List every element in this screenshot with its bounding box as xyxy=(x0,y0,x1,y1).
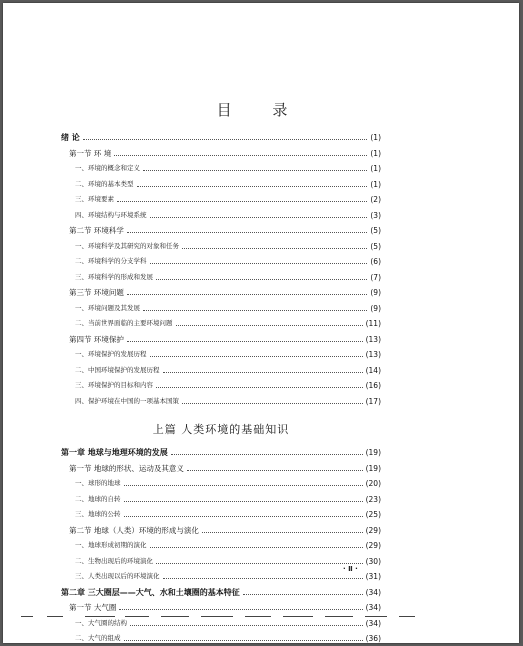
dot-leader xyxy=(124,485,363,486)
toc-entry-label: 一、环境科学及其研究的对象和任务 xyxy=(75,241,179,250)
scan-artifact-line xyxy=(325,616,353,617)
toc-entry-page: (34) xyxy=(365,603,381,612)
toc-entry xyxy=(61,616,381,632)
toc-entry-label: 二、环境的基本类型 xyxy=(75,179,134,188)
toc-entry-label: 二、环境科学的分支学科 xyxy=(75,257,147,265)
dot-leader xyxy=(182,248,367,249)
toc-entry xyxy=(61,161,381,177)
toc-entry-label: 三、地球的公转 xyxy=(75,510,121,518)
dot-leader xyxy=(137,186,368,187)
toc-entry xyxy=(61,316,381,332)
toc-entry-page: (34) xyxy=(365,587,381,597)
toc-entry-page: (13) xyxy=(365,350,381,359)
dot-leader xyxy=(176,325,363,326)
toc-title: 目 录 xyxy=(216,101,306,119)
toc-entry-label: 绪 论 xyxy=(61,133,80,142)
toc-entry-label: 一、环境保护的发展历程 xyxy=(75,350,147,358)
toc-entry-label: 四、保护环境在中国的一项基本国策 xyxy=(75,396,179,405)
toc-entry-label: 第二节 环境科学 xyxy=(69,226,124,235)
toc-entry xyxy=(61,192,381,208)
toc-section-intro xyxy=(61,130,381,409)
dot-leader xyxy=(117,201,367,202)
toc-entry xyxy=(61,523,381,539)
toc-entry-page: (20) xyxy=(365,479,381,488)
toc-entry xyxy=(61,554,381,570)
table-of-contents xyxy=(61,130,381,643)
scan-artifact-line xyxy=(283,616,313,617)
toc-entry xyxy=(61,223,381,239)
scan-artifact-line xyxy=(47,616,63,617)
dot-leader xyxy=(182,403,363,404)
dot-leader xyxy=(130,625,363,626)
toc-entry xyxy=(61,569,381,585)
toc-entry-page: (31) xyxy=(365,572,381,581)
toc-entry-page: (5) xyxy=(370,241,381,251)
dot-leader xyxy=(156,563,363,564)
toc-entry xyxy=(61,285,381,301)
toc-entry-page: (9) xyxy=(370,303,381,313)
toc-entry-page: (25) xyxy=(365,510,381,519)
dot-leader xyxy=(150,217,368,218)
toc-entry-page: (19) xyxy=(365,448,381,457)
scan-artifact-line xyxy=(201,616,233,617)
page-number: · Ⅱ · xyxy=(343,565,358,573)
toc-entry-label: 一、环境问题及其发展 xyxy=(75,303,140,312)
toc-entry-page: (5) xyxy=(370,226,381,235)
toc-entry xyxy=(61,332,381,348)
toc-entry xyxy=(61,208,381,224)
dot-leader xyxy=(143,310,367,311)
toc-entry xyxy=(61,476,381,492)
toc-entry-page: (19) xyxy=(365,463,381,473)
toc-entry xyxy=(61,301,381,317)
toc-entry-label: 第四节 环境保护 xyxy=(69,334,124,344)
dot-leader xyxy=(127,294,367,295)
toc-entry-page: (36) xyxy=(365,634,381,643)
dot-leader xyxy=(163,578,363,579)
scan-artifact-line xyxy=(125,616,149,617)
toc-entry-page: (29) xyxy=(365,541,381,550)
dot-leader xyxy=(156,387,363,388)
toc-entry-page: (16) xyxy=(365,381,381,390)
dot-leader xyxy=(150,263,368,264)
dot-leader xyxy=(127,232,367,233)
toc-entry xyxy=(61,461,381,477)
toc-entry-label: 一、大气圈的结构 xyxy=(75,618,127,627)
toc-entry-page: (11) xyxy=(365,319,381,328)
toc-entry xyxy=(61,445,381,461)
toc-entry-page: (29) xyxy=(365,525,381,535)
toc-entry-page: (6) xyxy=(370,257,381,266)
toc-entry xyxy=(61,130,381,146)
dot-leader xyxy=(243,594,363,595)
dot-leader xyxy=(124,640,363,641)
toc-entry-label: 第一节 环 境 xyxy=(69,148,112,158)
toc-entry-page: (23) xyxy=(365,494,381,504)
toc-entry-page: (17) xyxy=(365,396,381,406)
toc-entry xyxy=(61,600,381,616)
dot-leader xyxy=(150,356,363,357)
toc-entry-page: (3) xyxy=(370,210,381,220)
toc-entry-label: 第二节 地球（人类）环境的形成与演化 xyxy=(69,525,199,535)
toc-entry-label: 三、环境科学的形成和发展 xyxy=(75,272,153,281)
toc-entry xyxy=(61,631,381,643)
toc-entry-label: 第一节 地球的形状、运动及其意义 xyxy=(69,463,184,473)
toc-entry xyxy=(61,394,381,410)
toc-entry-label: 二、中国环境保护的发展历程 xyxy=(75,365,160,374)
toc-entry xyxy=(61,146,381,162)
toc-entry xyxy=(61,254,381,270)
toc-entry-page: (34) xyxy=(365,618,381,628)
toc-entry xyxy=(61,507,381,523)
document-page xyxy=(3,3,519,643)
toc-entry xyxy=(61,363,381,379)
toc-entry-label: 第一节 大气圈 xyxy=(69,603,117,612)
dot-leader xyxy=(156,279,367,280)
toc-entry xyxy=(61,585,381,601)
toc-entry-page: (1) xyxy=(370,133,381,142)
toc-entry-label: 二、地球的自转 xyxy=(75,494,121,503)
toc-entry xyxy=(61,347,381,363)
toc-entry xyxy=(61,239,381,255)
toc-entry-page: (14) xyxy=(365,365,381,375)
toc-entry-label: 三、人类出现以后的环境演化 xyxy=(75,572,160,580)
toc-entry-page: (2) xyxy=(370,195,381,204)
toc-entry-page: (13) xyxy=(365,334,381,344)
dot-leader xyxy=(124,516,363,517)
dot-leader xyxy=(202,532,363,533)
toc-entry-label: 三、环境保护的目标和内容 xyxy=(75,381,153,389)
toc-entry-page: (1) xyxy=(370,179,381,189)
scan-artifact-line xyxy=(85,616,115,617)
dot-leader xyxy=(150,547,363,548)
dot-leader xyxy=(187,470,363,471)
toc-section-part-one xyxy=(61,445,381,643)
toc-entry-label: 二、大气的组成 xyxy=(75,634,121,642)
dot-leader xyxy=(163,372,363,373)
toc-entry xyxy=(61,378,381,394)
dot-leader xyxy=(124,501,363,502)
toc-entry xyxy=(61,538,381,554)
dot-leader xyxy=(127,341,363,342)
toc-entry-label: 一、环境的概念和定义 xyxy=(75,164,140,172)
toc-entry-page: (30) xyxy=(365,556,381,566)
dot-leader xyxy=(171,454,363,455)
toc-entry xyxy=(61,492,381,508)
toc-entry-label: 第三节 环境问题 xyxy=(69,288,124,297)
scan-artifact-line xyxy=(161,616,189,617)
toc-entry-label: 四、环境结构与环境系统 xyxy=(75,210,147,219)
toc-entry-label: 一、地球形成初期的演化 xyxy=(75,541,147,549)
toc-entry-label: 第二章 三大圈层——大气、水和土壤圈的基本特征 xyxy=(61,587,240,597)
toc-entry-label: 一、球形的地球 xyxy=(75,479,121,487)
toc-entry xyxy=(61,177,381,193)
toc-entry-label: 第一章 地球与地理环境的发展 xyxy=(61,448,168,457)
toc-entry-page: (1) xyxy=(370,148,381,158)
toc-entry-page: (9) xyxy=(370,288,381,297)
dot-leader xyxy=(83,139,368,140)
dot-leader xyxy=(114,155,367,156)
scan-artifact-line xyxy=(399,616,415,617)
dot-leader xyxy=(119,609,362,610)
toc-entry-label: 二、生物出现后的环境演化 xyxy=(75,556,153,565)
scan-artifact-line xyxy=(365,616,387,617)
dot-leader xyxy=(143,170,367,171)
part-title: 上篇 人类环境的基础知识 xyxy=(152,423,290,436)
toc-entry-page: (7) xyxy=(370,272,381,282)
toc-entry xyxy=(61,270,381,286)
toc-entry-label: 三、环境要素 xyxy=(75,195,114,203)
scan-artifact-line xyxy=(245,616,271,617)
toc-entry-page: (1) xyxy=(370,164,381,173)
toc-entry-label: 二、当前世界面临的主要环境问题 xyxy=(75,319,173,327)
scan-artifact-line xyxy=(21,616,33,617)
